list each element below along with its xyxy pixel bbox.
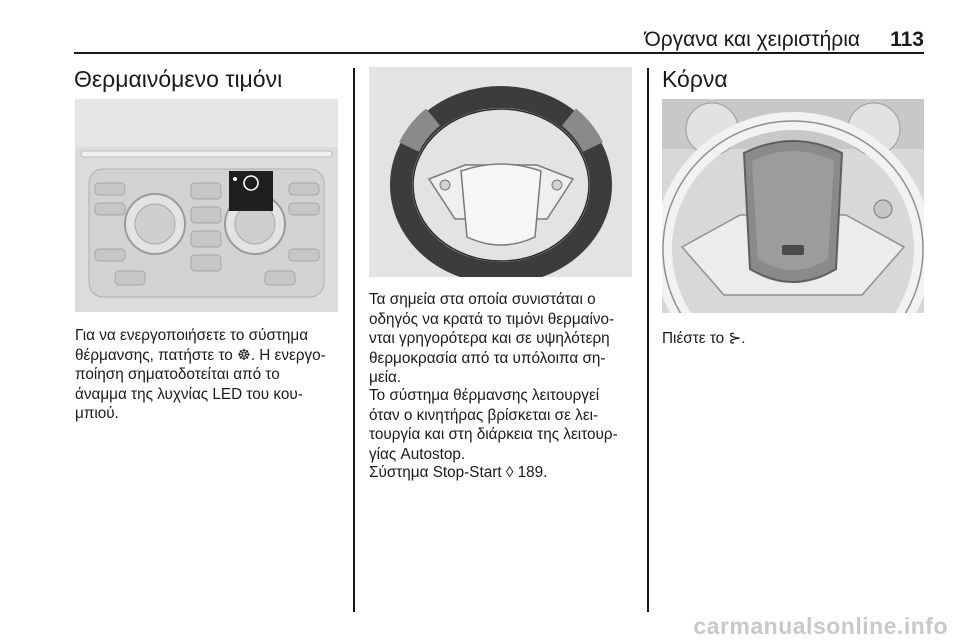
text-line: ποίηση σηματοδοτείται από το <box>75 366 280 383</box>
heated-steering-paragraph <box>75 326 326 424</box>
horn-steering-figure <box>662 99 924 313</box>
text-line: μπιού. <box>75 405 119 422</box>
text-line: Για να ενεργοποιήσετε το σύστημα <box>75 327 309 344</box>
text-line: τουργία και στη διάρκεια της λειτουρ- <box>369 426 618 443</box>
heated-points-paragraph <box>369 290 614 388</box>
text-line: θέρμανσης, πατήστε το ☸. Η ενεργο- <box>75 346 326 364</box>
header-rule <box>74 52 924 54</box>
heated-steering-button-figure <box>75 99 338 312</box>
watermark: carmanualsonline.info <box>693 613 948 639</box>
column-divider-right <box>647 68 649 612</box>
text-line: Το σύστημα θέρμανσης λειτουργεί <box>369 387 600 404</box>
text-line: οδηγός να κρατά το τιμόνι θερμαίνο- <box>369 310 615 328</box>
text-line: γίας Autostop. <box>369 445 466 463</box>
horn-instruction: Πιέστε το ⊱. <box>662 330 746 347</box>
page-number: 113 <box>890 28 924 51</box>
text-line: όταν ο κινητήρας βρίσκεται σε λει- <box>369 406 599 424</box>
text-line: μεία. <box>369 369 402 386</box>
steering-wheel-figure <box>369 67 632 277</box>
section-heading-horn: Κόρνα <box>662 66 728 92</box>
section-heading-heated-steering: Θερμαινόμενο τιμόνι <box>74 66 283 92</box>
stop-start-reference: Σύστημα Stop-Start ◊ 189. <box>369 464 548 481</box>
heating-operation-paragraph <box>369 386 618 464</box>
text-line: νται γρηγορότερα και σε υψηλότερη <box>369 330 610 347</box>
text-line: Τα σημεία στα οποία συνιστάται ο <box>369 291 596 308</box>
text-line: άναμμα της λυχνίας LED του κου- <box>75 385 303 403</box>
text-line: θερμοκρασία από τα υπόλοιπα ση- <box>369 349 606 367</box>
header-title: Όργανα και χειριστήρια <box>644 28 860 51</box>
column-divider-left <box>353 68 355 612</box>
